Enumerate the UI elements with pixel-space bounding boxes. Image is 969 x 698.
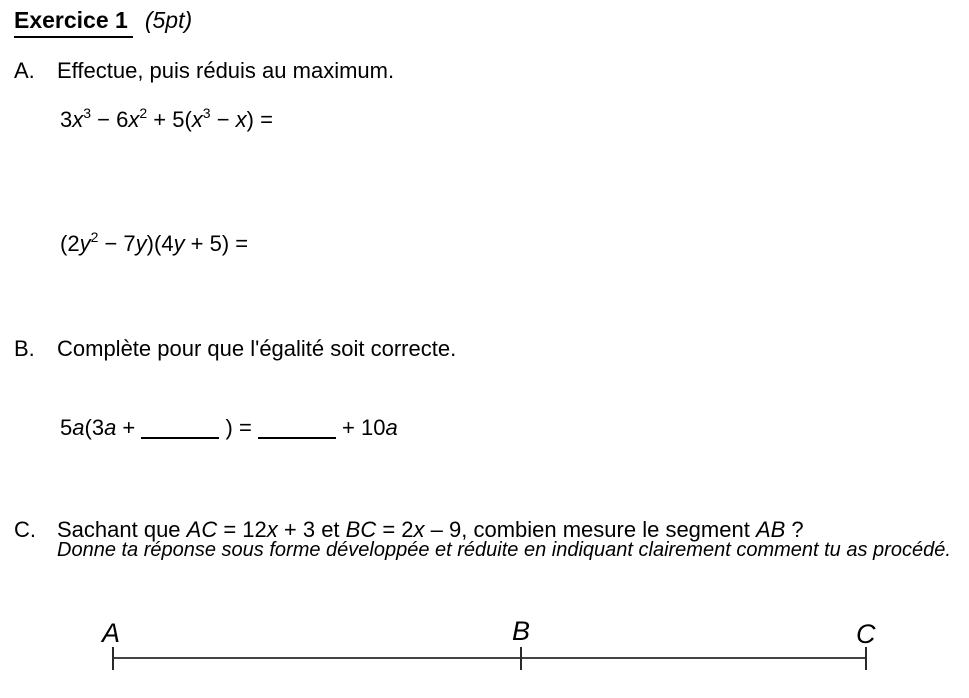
math-token: 3	[83, 105, 92, 121]
math-token: y	[135, 231, 147, 256]
point-label-a: A	[102, 618, 121, 648]
math-token: −	[210, 107, 236, 132]
section-b-instruction: Complète pour que l'égalité soit correcte.	[57, 336, 457, 361]
math-token: 3	[60, 107, 73, 132]
math-token: + 5(	[147, 107, 192, 132]
section-b-label: B.	[14, 336, 35, 361]
math-token: BC	[345, 517, 377, 542]
point-label-c: C	[856, 619, 876, 649]
answer-blank	[258, 437, 336, 439]
math-token: + 10	[335, 415, 386, 440]
math-token: 2	[90, 229, 99, 245]
math-token: (2	[60, 231, 80, 256]
math-token: x	[191, 107, 203, 132]
math-token: x	[413, 517, 425, 542]
math-token: 5	[60, 415, 73, 440]
math-token: a	[72, 415, 85, 440]
math-token: x	[128, 107, 140, 132]
math-token: (3	[84, 415, 105, 440]
section-c-note: Donne ta réponse sous forme développée et réduite en indiquant clairement comment tu as procédé.	[57, 539, 951, 561]
math-token: x	[235, 107, 247, 132]
point-label-b: B	[512, 616, 531, 646]
math-token: − 6	[91, 107, 129, 132]
section-c-label: C.	[14, 517, 36, 542]
math-token: – 9, combien mesure le segment	[424, 517, 756, 542]
section-a-heading	[14, 57, 394, 85]
math-token: AC	[186, 517, 218, 542]
math-token: y	[173, 231, 185, 256]
math-token: x	[72, 107, 84, 132]
section-a-instruction: Effectue, puis réduis au maximum.	[57, 58, 395, 83]
exercise-header	[14, 5, 192, 38]
math-token: − 7	[98, 231, 136, 256]
answer-blank	[141, 437, 219, 439]
math-token: y	[79, 231, 91, 256]
exercise-points: (5pt)	[144, 7, 193, 33]
math-token: ) =	[246, 107, 273, 132]
segment-diagram	[0, 600, 969, 698]
math-token: ?	[785, 517, 804, 542]
math-token: AB	[755, 517, 786, 542]
math-token: = 2	[376, 517, 414, 542]
math-token: a	[104, 415, 117, 440]
math-token: 3	[202, 105, 211, 121]
math-token: + 3 et	[277, 517, 346, 542]
math-token: Sachant que	[57, 517, 187, 542]
math-token: = 12	[217, 517, 267, 542]
equation-b	[60, 413, 398, 443]
equation-a2	[60, 222, 248, 259]
math-token: 2	[139, 105, 148, 121]
math-token: +	[116, 415, 142, 440]
section-b-heading	[14, 335, 456, 363]
math-token: a	[385, 415, 398, 440]
section-a-label: A.	[14, 58, 35, 83]
math-token: + 5) =	[184, 231, 249, 256]
math-token: )(4	[146, 231, 174, 256]
exercise-title: Exercice 1	[14, 5, 133, 38]
math-token: ) =	[219, 415, 258, 440]
equation-a1	[60, 98, 273, 135]
math-token: x	[266, 517, 278, 542]
